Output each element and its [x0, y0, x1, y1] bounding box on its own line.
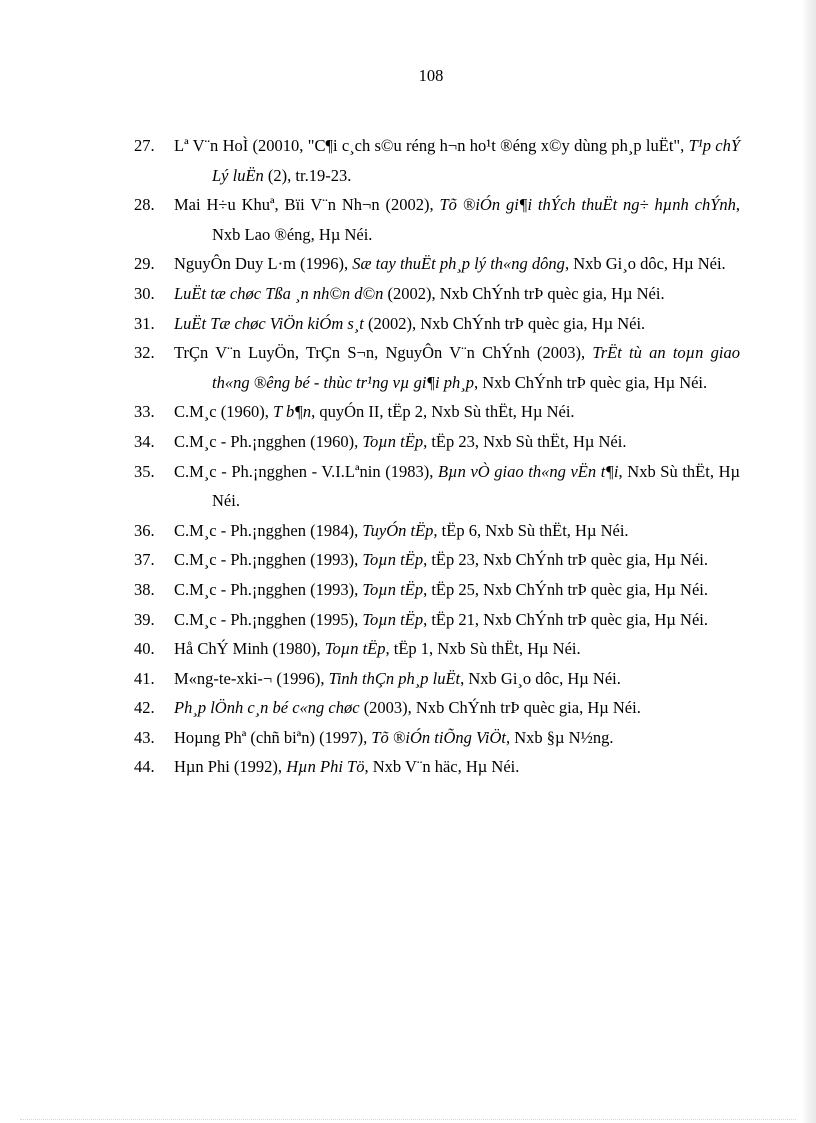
reference-number: 27.	[134, 136, 155, 155]
reference-detail: Hå ChÝ Minh (1980),	[174, 639, 325, 659]
reference-detail: , Nxb Gi¸o dôc, Hµ Néi.	[460, 668, 621, 688]
reference-item	[134, 723, 740, 753]
reference-title: Toµn tËp	[362, 550, 424, 570]
reference-text	[174, 516, 740, 546]
reference-number: 29.	[134, 254, 155, 274]
reference-text	[174, 664, 740, 694]
reference-number: 34.	[134, 431, 155, 451]
reference-text	[174, 338, 740, 397]
reference-title: TrËt tù an toµn giao th«ng ®êng bé - thùc tr¹ng vµ gi¶i ph¸p	[212, 343, 740, 392]
reference-detail: , Nxb Gi¸o dôc, Hµ Néi.	[564, 254, 726, 274]
page-number: 108	[418, 66, 444, 85]
reference-title: TuyÓn tËp,	[362, 520, 438, 540]
reference-number: 44.	[134, 757, 155, 777]
reference-title: LuËt Tæ chøc ViÖn kiÓm s¸t	[174, 313, 364, 333]
reference-item	[134, 427, 740, 457]
reference-detail: , quyÓn II, tËp 2, Nxb Sù thËt, Hµ Néi.	[311, 402, 575, 422]
reference-detail: , tËp 1, Nxb Sù thËt, Hµ Néi.	[385, 639, 581, 659]
reference-title: Tõ ®iÓn tiÕng ViÖt	[371, 727, 506, 747]
reference-item	[134, 131, 740, 190]
reference-number: 36.	[134, 520, 155, 540]
reference-number: 41.	[134, 668, 155, 688]
reference-item	[134, 397, 740, 427]
reference-title: T b¶n	[272, 402, 312, 422]
reference-text	[174, 457, 740, 516]
reference-item	[134, 752, 740, 782]
reference-detail: (2003), Nxb ChÝnh trÞ quèc gia, Hµ Néi.	[359, 698, 641, 718]
reference-text	[174, 397, 740, 427]
reference-detail: , tËp 23, Nxb ChÝnh trÞ quèc gia, Hµ Néi.	[423, 550, 709, 570]
reference-text	[174, 605, 740, 635]
reference-detail: Hµn Phi (1992),	[174, 757, 287, 777]
reference-title: Ph¸p lÖnh c¸n bé c«ng chøc	[174, 698, 360, 718]
reference-number: 31.	[134, 313, 155, 333]
reference-detail: NguyÔn Duy L·m (1996),	[174, 254, 353, 274]
reference-text	[174, 190, 740, 249]
reference-text	[174, 723, 740, 753]
reference-text	[174, 545, 740, 575]
reference-detail: C.M¸c (1960),	[174, 402, 273, 422]
reference-title: Tinh thÇn ph¸p luËt	[328, 668, 461, 688]
reference-item	[134, 309, 740, 339]
reference-text	[174, 249, 740, 279]
reference-detail: (2002), Nxb ChÝnh trÞ quèc gia, Hµ Néi.	[383, 283, 665, 303]
reference-detail: , tËp 25, Nxb ChÝnh trÞ quèc gia, Hµ Néi.	[423, 579, 709, 599]
reference-title: LuËt tæ chøc Tßa ¸n nh©n d©n	[174, 283, 384, 303]
reference-detail: C.M¸c - Ph.¡ngghen (1993),	[174, 550, 363, 570]
reference-detail: , tËp 23, Nxb Sù thËt, Hµ Néi.	[423, 431, 627, 451]
reference-item	[134, 664, 740, 694]
reference-item	[134, 693, 740, 723]
reference-detail: , Nxb §µ N½ng.	[505, 727, 614, 747]
reference-item	[134, 279, 740, 309]
reference-detail: C.M¸c - Ph.¡ngghen (1993),	[174, 579, 363, 599]
reference-title: Bµn vÒ giao th«ng vËn t¶i	[438, 461, 619, 481]
reference-detail: (2002), Nxb ChÝnh trÞ quèc gia, Hµ Néi.	[363, 313, 646, 333]
reference-number: 30.	[134, 283, 155, 303]
reference-number: 28.	[134, 195, 155, 215]
reference-number: 40.	[134, 639, 155, 659]
reference-text	[174, 693, 740, 723]
reference-text	[174, 575, 740, 605]
reference-detail: , Nxb ChÝnh trÞ quèc gia, Hµ Néi.	[474, 372, 708, 392]
reference-detail: Lª V¨n HoÌ (20010, "C¶i c¸ch s©u réng h¬n ho¹t ®éng x©y dùng ph¸p luËt",	[174, 136, 689, 155]
reference-item	[134, 516, 740, 546]
reference-item	[134, 634, 740, 664]
reference-detail: tËp 6, Nxb Sù thËt, Hµ Néi.	[437, 520, 629, 540]
reference-text	[174, 131, 740, 190]
reference-title: Tõ ®iÓn gi¶i thÝch thuËt ng÷ hµnh chÝnh	[439, 195, 736, 215]
reference-text	[174, 279, 740, 309]
reference-number: 37.	[134, 550, 155, 570]
reference-detail: , Nxb Sù thËt, Hµ Néi.	[212, 461, 741, 511]
reference-title: Sæ tay thuËt ph¸p lý th«ng dông	[352, 254, 565, 274]
reference-detail: Mai H÷u Khuª, Bïi V¨n Nh¬n (2002),	[174, 195, 440, 215]
reference-detail: TrÇn V¨n LuyÖn, TrÇn S¬n, NguyÔn V¨n ChÝnh (2003),	[174, 343, 593, 363]
reference-detail: , Nxb V¨n häc, Hµ Néi.	[364, 757, 520, 777]
reference-title: Toµn tËp	[324, 639, 386, 659]
reference-title: T¹p chÝ Lý luËn	[212, 136, 741, 185]
reference-item	[134, 338, 740, 397]
reference-number: 38.	[134, 579, 155, 599]
reference-number: 33.	[134, 402, 155, 422]
reference-item	[134, 457, 740, 516]
reference-detail: Hoµng Phª (chñ biªn) (1997),	[174, 727, 372, 747]
reference-title: Toµn tËp	[362, 431, 424, 451]
page-edge-shadow	[802, 0, 816, 1123]
reference-number: 35.	[134, 461, 155, 481]
reference-text	[174, 309, 740, 339]
reference-item	[134, 190, 740, 249]
reference-list	[134, 131, 740, 782]
reference-item	[134, 249, 740, 279]
reference-number: 42.	[134, 698, 155, 718]
reference-number: 43.	[134, 727, 155, 747]
reference-title: Toµn tËp	[362, 609, 424, 629]
reference-title: Toµn tËp	[362, 579, 424, 599]
reference-text	[174, 634, 740, 664]
reference-detail: (2), tr.19-23.	[263, 165, 352, 185]
reference-number: 32.	[134, 343, 155, 363]
reference-detail: M«ng-te-xki-¬ (1996),	[174, 668, 329, 688]
reference-text	[174, 752, 740, 782]
reference-detail: C.M¸c - Ph.¡ngghen - V.I.Lªnin (1983),	[174, 461, 438, 481]
reference-detail: , tËp 21, Nxb ChÝnh trÞ quèc gia, Hµ Néi.	[423, 609, 709, 629]
reference-number: 39.	[134, 609, 155, 629]
reference-item	[134, 545, 740, 575]
reference-title: Hµn Phi Tö	[286, 757, 365, 777]
page-bottom-border	[20, 1119, 796, 1120]
reference-detail: C.M¸c - Ph.¡ngghen (1984),	[174, 520, 363, 540]
reference-detail: , Nxb Lao ®éng, Hµ Néi.	[212, 195, 741, 244]
reference-item	[134, 575, 740, 605]
reference-item	[134, 605, 740, 635]
reference-text	[174, 427, 740, 457]
reference-detail: C.M¸c - Ph.¡ngghen (1995),	[174, 609, 363, 629]
reference-detail: C.M¸c - Ph.¡ngghen (1960),	[174, 431, 363, 451]
